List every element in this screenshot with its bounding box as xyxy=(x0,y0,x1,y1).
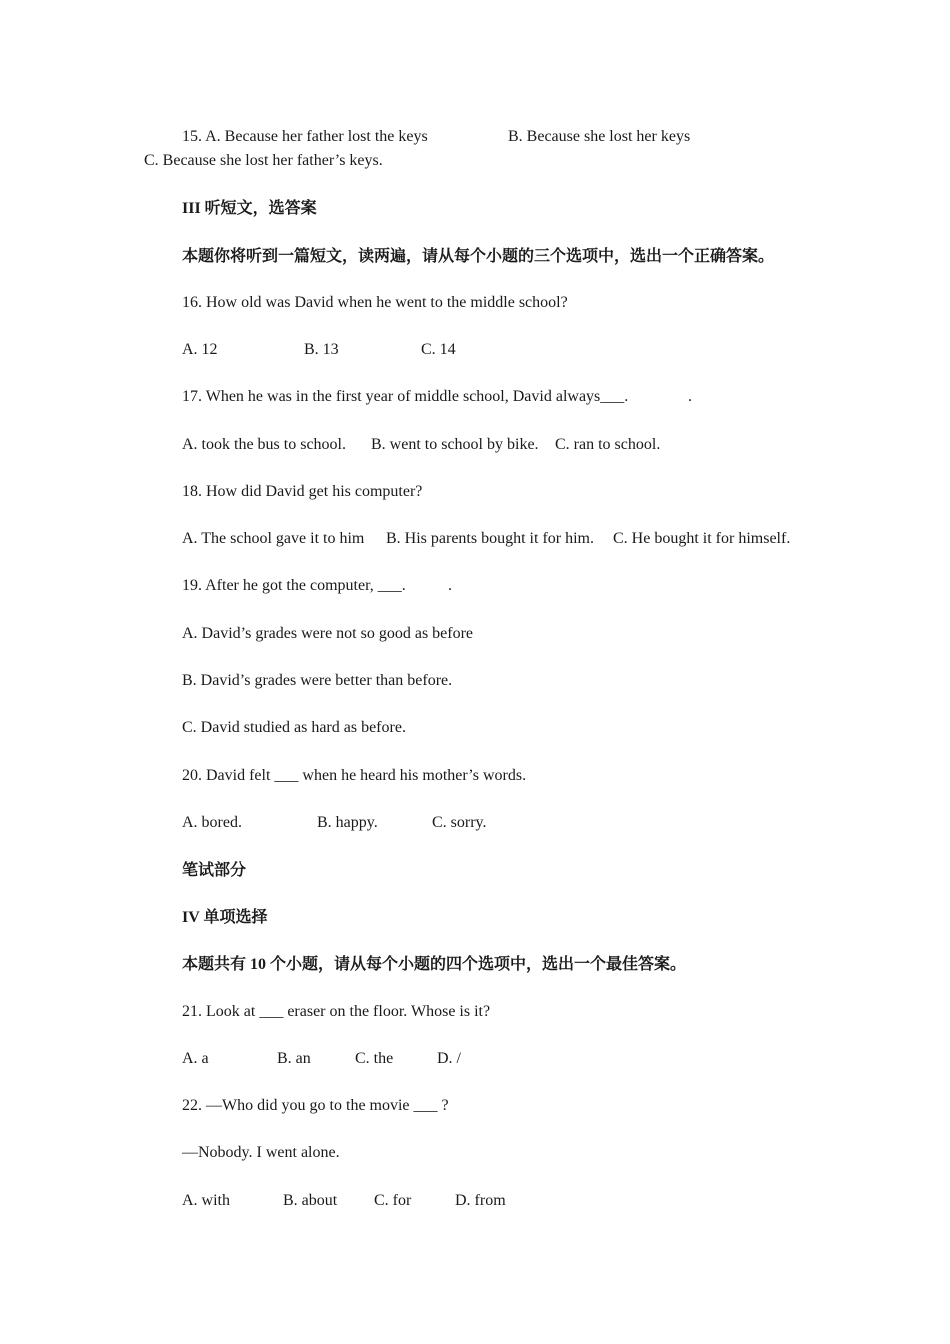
q19-option-b: B. David’s grades were better than before. xyxy=(182,672,453,689)
q15-option-a: 15. A. Because her father lost the keys xyxy=(182,128,428,145)
q18-stem: 18. How did David get his computer? xyxy=(182,483,423,500)
q19-option-c: C. David studied as hard as before. xyxy=(182,719,406,736)
q20-option-c: C. sorry. xyxy=(432,814,487,831)
section4-instruction: 本题共有 10 个小题，请从每个小题的四个选项中，选出一个最佳答案。 xyxy=(182,956,687,973)
q19-stem: 19. After he got the computer, ___. xyxy=(182,577,406,594)
q17-option-c: C. ran to school. xyxy=(555,436,661,453)
q19-trailing-dot: . xyxy=(448,577,452,594)
section3-title: III 听短文，选答案 xyxy=(182,200,317,217)
q15-option-c: C. Because she lost her father’s keys. xyxy=(144,152,383,169)
q21-option-a: A. a xyxy=(182,1050,209,1067)
q21-stem: 21. Look at ___ eraser on the floor. Whose is it? xyxy=(182,1003,491,1020)
q17-option-a: A. took the bus to school. xyxy=(182,436,346,453)
q22-option-c: C. for xyxy=(374,1192,412,1209)
q22-option-a: A. with xyxy=(182,1192,230,1209)
q17-stem: 17. When he was in the first year of middle school, David always___. xyxy=(182,388,629,405)
q18-option-b: B. His parents bought it for him. xyxy=(386,530,594,547)
q20-option-a: A. bored. xyxy=(182,814,242,831)
q20-stem: 20. David felt ___ when he heard his mother’s words. xyxy=(182,767,527,784)
q15-option-b: B. Because she lost her keys xyxy=(508,128,691,145)
q17-trailing-dot: . xyxy=(688,388,692,405)
q19-option-a: A. David’s grades were not so good as before xyxy=(182,625,474,642)
q20-option-b: B. happy. xyxy=(317,814,378,831)
q22-option-d: D. from xyxy=(455,1192,506,1209)
written-section-title: 笔试部分 xyxy=(182,862,247,879)
q21-option-b: B. an xyxy=(277,1050,311,1067)
q22-stem: 22. —Who did you go to the movie ___ ? xyxy=(182,1097,449,1114)
q22-option-b: B. about xyxy=(283,1192,338,1209)
q16-option-a: A. 12 xyxy=(182,341,218,358)
q16-option-b: B. 13 xyxy=(304,341,339,358)
q22-reply: —Nobody. I went alone. xyxy=(182,1144,340,1161)
q21-option-d: D. / xyxy=(437,1050,461,1067)
q18-option-c: C. He bought it for himself. xyxy=(613,530,791,547)
q16-stem: 16. How old was David when he went to the middle school? xyxy=(182,294,568,311)
section4-title: IV 单项选择 xyxy=(182,909,268,926)
section3-instruction: 本题你将听到一篇短文，读两遍，请从每个小题的三个选项中，选出一个正确答案。 xyxy=(182,248,775,265)
q21-option-c: C. the xyxy=(355,1050,394,1067)
q18-option-a: A. The school gave it to him xyxy=(182,530,365,547)
q16-option-c: C. 14 xyxy=(421,341,456,358)
q17-option-b: B. went to school by bike. xyxy=(371,436,539,453)
